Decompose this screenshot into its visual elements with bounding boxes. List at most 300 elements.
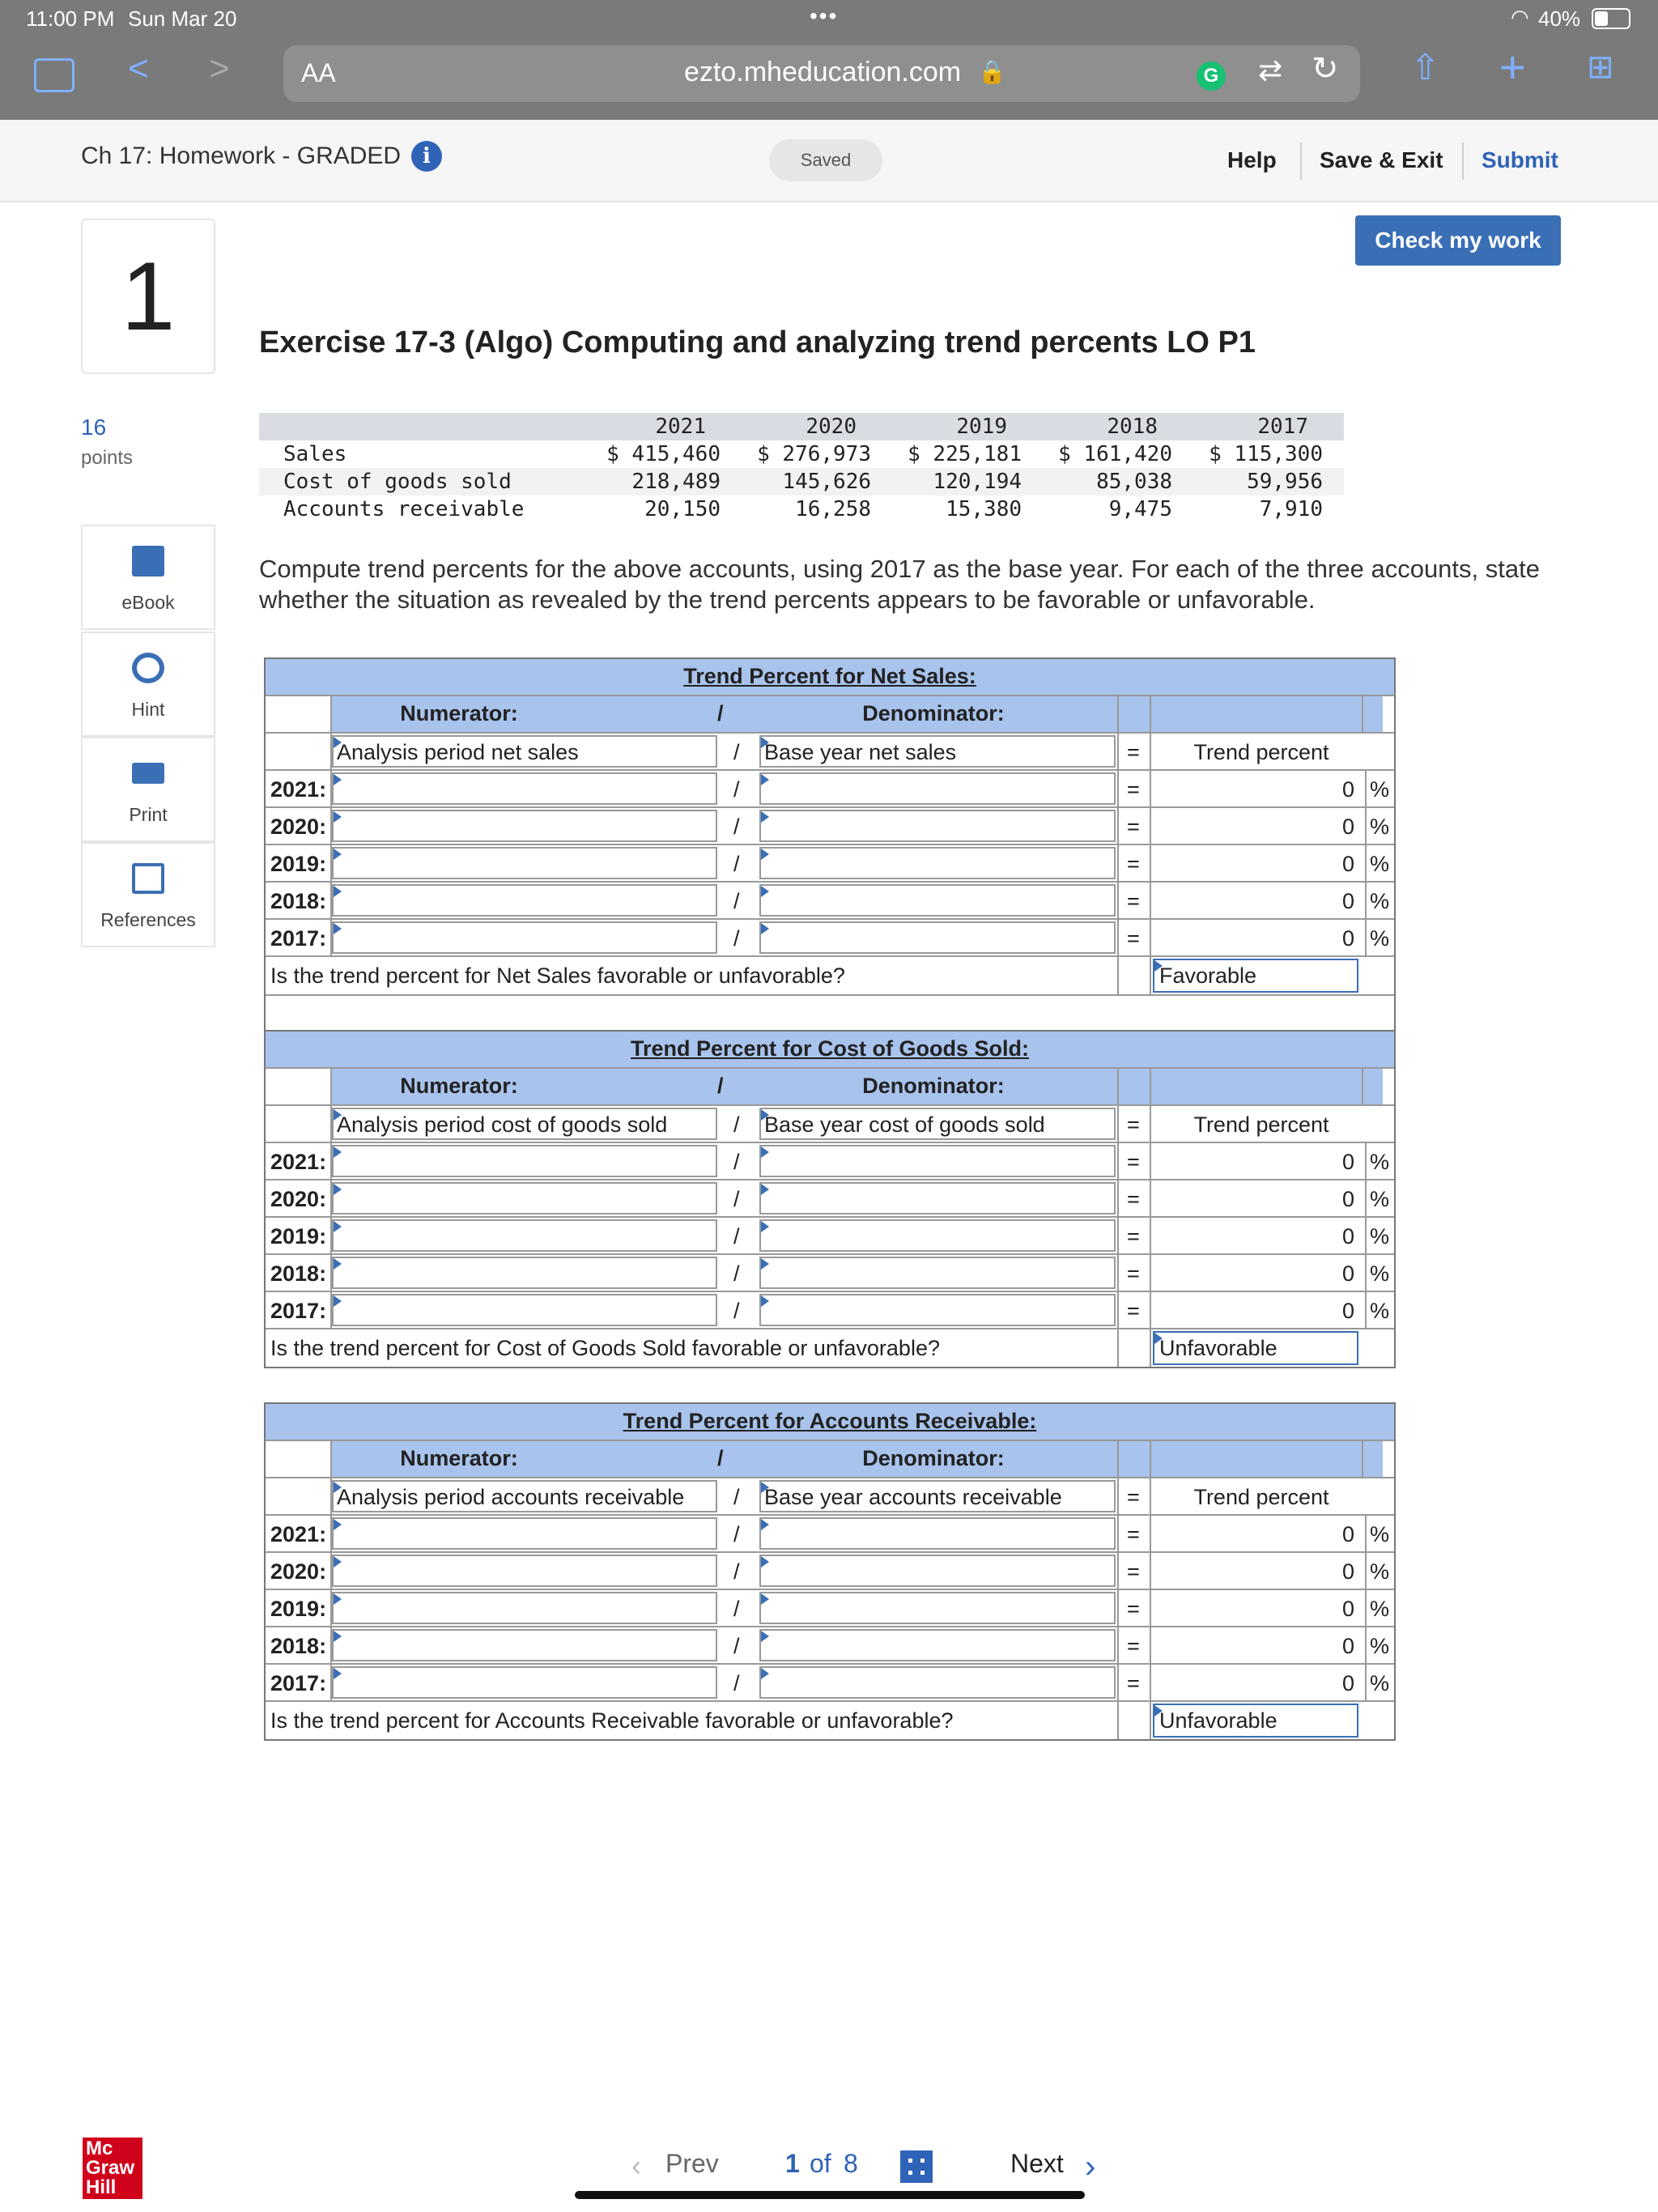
exercise-title: Exercise 17-3 (Algo) Computing and analyzing trend percents LO P1 <box>259 325 1256 359</box>
numerator-input[interactable] <box>332 1145 717 1177</box>
year-label: 2020: <box>270 1187 327 1211</box>
slash-header: / <box>717 701 724 725</box>
info-icon[interactable]: i <box>411 141 442 172</box>
denominator-input[interactable] <box>759 1219 1116 1252</box>
row-divider <box>266 1589 1394 1590</box>
col-divider <box>1365 1179 1367 1216</box>
col-divider <box>1365 1626 1367 1663</box>
numerator-input[interactable] <box>332 1182 717 1214</box>
slash: / <box>733 889 740 913</box>
input-marker <box>334 1295 342 1307</box>
points-value: 16 <box>81 415 107 440</box>
denominator-input[interactable] <box>759 1629 1116 1661</box>
printer-icon <box>132 763 164 784</box>
data-value: 16,258 <box>795 497 871 521</box>
denominator-input[interactable] <box>759 1517 1116 1550</box>
wifi-icon: ◠ <box>1511 5 1529 29</box>
input-marker <box>334 811 342 823</box>
numerator-header: Numerator: <box>400 1446 518 1470</box>
numerator-input[interactable] <box>332 1666 717 1699</box>
row-divider <box>266 1142 1394 1143</box>
year-label: 2018: <box>270 1261 327 1286</box>
submit-link[interactable]: Submit <box>1482 147 1558 172</box>
trend-percent-value: 0 <box>1342 1224 1355 1249</box>
trend-table-2 <box>264 1402 1396 1741</box>
row-divider <box>266 844 1394 845</box>
col-divider <box>330 695 332 955</box>
col-divider <box>1362 1067 1363 1104</box>
data-row-sales <box>259 440 1344 468</box>
denominator-input[interactable] <box>759 1257 1116 1289</box>
col-divider <box>1150 1440 1151 1739</box>
percent-sign: % <box>1370 1187 1390 1211</box>
row-divider <box>266 1700 1394 1702</box>
percent-sign: % <box>1370 1671 1390 1695</box>
home-indicator <box>575 2191 1085 2199</box>
equals: = <box>1127 1634 1140 1658</box>
input-marker <box>334 1593 342 1605</box>
prev-chevron-icon[interactable]: ‹ <box>631 2149 641 2182</box>
col-divider <box>1365 844 1367 881</box>
input-marker <box>1154 1705 1163 1716</box>
percent-sign: % <box>1370 1522 1390 1546</box>
slash-header: / <box>717 1074 724 1098</box>
slash: / <box>733 1522 740 1546</box>
denominator-input[interactable] <box>759 1145 1116 1177</box>
trend-percent-value: 0 <box>1342 1299 1355 1323</box>
data-row-cogs <box>259 468 1344 496</box>
data-value: 120,194 <box>933 470 1022 494</box>
slash: / <box>733 777 740 802</box>
slash: / <box>733 1150 740 1174</box>
data-value: 7,910 <box>1259 497 1323 521</box>
denominator-input[interactable] <box>759 1666 1116 1699</box>
trend-percent-value: 0 <box>1342 889 1355 913</box>
row-label: Cost of goods sold <box>283 470 512 494</box>
references-button[interactable] <box>81 842 215 947</box>
year-label: 2017: <box>270 1671 327 1695</box>
year-label: 2020: <box>270 815 327 839</box>
row-divider <box>266 806 1394 808</box>
col-divider <box>1365 1253 1367 1291</box>
page-of: of <box>810 2149 831 2178</box>
row-divider <box>266 1663 1394 1665</box>
col-divider <box>1362 695 1363 732</box>
row-divider <box>266 1104 1394 1106</box>
col-divider <box>330 1440 332 1700</box>
denominator-input[interactable] <box>759 1182 1116 1214</box>
page-total: 8 <box>844 2149 858 2178</box>
denominator-header: Denominator: <box>862 1074 1005 1098</box>
input-marker <box>761 1146 769 1158</box>
text-size-button[interactable]: AA <box>301 58 336 87</box>
year-label: 2019: <box>270 852 327 876</box>
data-value: $ 225,181 <box>908 442 1022 466</box>
input-marker <box>334 1184 342 1195</box>
year-label: 2020: <box>270 1559 327 1584</box>
equals: = <box>1127 852 1140 876</box>
input-marker <box>761 1221 769 1232</box>
numerator-input[interactable] <box>332 1592 717 1624</box>
col-divider <box>1150 1067 1151 1367</box>
favorability-question: Is the trend percent for Net Sales favorable or unfavorable? <box>270 963 845 988</box>
slash: / <box>733 740 740 764</box>
col-divider <box>1365 1514 1367 1551</box>
year-header: 2020 <box>806 415 857 439</box>
input-marker <box>334 1258 342 1270</box>
input-marker <box>761 774 769 785</box>
row-divider <box>266 1551 1394 1553</box>
equals: = <box>1127 1224 1140 1249</box>
percent-sign: % <box>1370 1559 1390 1584</box>
data-value: $ 276,973 <box>757 442 871 466</box>
hint-button[interactable] <box>81 632 215 737</box>
col-divider <box>1365 1663 1367 1700</box>
data-value: 59,956 <box>1247 470 1323 494</box>
share-icon[interactable]: ⇧ <box>1410 48 1440 87</box>
trend-percent-value: 0 <box>1342 1671 1355 1695</box>
col-divider <box>1365 1216 1367 1253</box>
slash: / <box>733 1224 740 1249</box>
instructions: Compute trend percents for the above accounts, using 2017 as the base year. For each of the three accounts, state whether the situation as revealed by the trend percents appears to be favorable or unfavorable. <box>259 555 1540 614</box>
favorability-select[interactable]: Favorable <box>1153 959 1358 993</box>
percent-sign: % <box>1370 1224 1390 1249</box>
row-label: Sales <box>283 442 347 466</box>
col-divider <box>1365 881 1367 918</box>
input-marker <box>334 774 342 785</box>
input-marker <box>761 1631 769 1642</box>
year-label: 2018: <box>270 1634 327 1658</box>
col-divider <box>1117 1440 1119 1739</box>
input-marker <box>761 1556 769 1568</box>
input-marker <box>334 1631 342 1642</box>
slash: / <box>733 815 740 839</box>
lock-icon: 🔒 <box>978 59 1006 84</box>
multitask-dots-icon[interactable]: ••• <box>810 3 839 28</box>
equals: = <box>1127 1522 1140 1546</box>
slash: / <box>733 1634 740 1658</box>
saved-status: Saved <box>769 139 882 181</box>
data-value: 145,626 <box>782 470 871 494</box>
row-divider <box>266 1253 1394 1255</box>
denominator-input[interactable] <box>759 847 1116 879</box>
numerator-input[interactable] <box>332 1257 717 1289</box>
slash: / <box>733 852 740 876</box>
row-divider <box>266 1328 1394 1329</box>
book-icon <box>132 546 164 576</box>
trend-percent-value: 0 <box>1342 1597 1355 1621</box>
year-header: 2017 <box>1257 415 1308 439</box>
data-row-ar <box>259 496 1344 523</box>
mcgraw-hill-logo: Mc Graw Hill <box>83 2138 142 2199</box>
input-marker <box>761 1593 769 1605</box>
data-value: 85,038 <box>1096 470 1172 494</box>
status-time: 11:00 PM <box>26 6 115 31</box>
denominator-input[interactable] <box>759 772 1116 805</box>
year-label: 2021: <box>270 777 327 802</box>
equals: = <box>1127 1299 1140 1323</box>
trend-percent-label: Trend percent <box>1193 1485 1329 1509</box>
data-value: 15,380 <box>946 497 1022 521</box>
denominator-label: Base year cost of goods sold <box>764 1112 1045 1137</box>
data-value: 218,489 <box>631 470 721 494</box>
favorability-select[interactable]: Unfavorable <box>1153 1331 1358 1365</box>
numerator-input[interactable] <box>332 1294 717 1326</box>
ebook-label: eBook <box>121 592 175 613</box>
page-current: 1 <box>785 2149 800 2178</box>
favorability-question: Is the trend percent for Accounts Receivable favorable or unfavorable? <box>270 1708 954 1733</box>
denominator-label: Base year accounts receivable <box>764 1485 1062 1509</box>
numerator-label: Analysis period net sales <box>337 740 579 764</box>
trend-percent-value: 0 <box>1342 815 1355 839</box>
equals: = <box>1127 1559 1140 1584</box>
question-grid-icon[interactable] <box>900 2150 933 2183</box>
percent-sign: % <box>1370 889 1390 913</box>
slash: / <box>733 926 740 951</box>
table-title: Trend Percent for Cost of Goods Sold: <box>630 1036 1030 1061</box>
denominator-header: Denominator: <box>862 1446 1005 1470</box>
slash: / <box>733 1671 740 1695</box>
data-value: 9,475 <box>1108 497 1172 521</box>
year-label: 2021: <box>270 1150 327 1174</box>
input-marker <box>761 811 769 823</box>
copy-icon <box>132 863 164 894</box>
trend-percent-value: 0 <box>1342 1150 1355 1174</box>
col-divider <box>1365 806 1367 844</box>
row-divider <box>266 1216 1394 1218</box>
input-marker <box>761 1184 769 1195</box>
numerator-label: Analysis period cost of goods sold <box>337 1112 668 1137</box>
numerator-input[interactable] <box>332 810 717 842</box>
input-marker <box>334 1221 342 1232</box>
equals: = <box>1127 1187 1140 1211</box>
row-divider <box>266 955 1394 957</box>
input-marker <box>761 1295 769 1307</box>
lifebuoy-icon <box>132 653 164 683</box>
equals: = <box>1127 926 1140 951</box>
year-label: 2019: <box>270 1597 327 1621</box>
equals: = <box>1127 1485 1140 1509</box>
forward-icon[interactable]: > <box>209 49 230 88</box>
row-divider <box>266 732 1394 734</box>
col-divider <box>1365 1551 1367 1589</box>
extension-icon[interactable]: ⇄ <box>1258 53 1283 87</box>
header-divider <box>1462 143 1464 180</box>
numerator-input[interactable] <box>332 772 717 805</box>
year-header: 2021 <box>655 415 706 439</box>
denominator-input[interactable] <box>759 810 1116 842</box>
numerator-input[interactable] <box>332 1517 717 1550</box>
help-link[interactable]: Help <box>1227 147 1277 172</box>
col-divider <box>1150 695 1151 994</box>
denominator-label: Base year net sales <box>764 740 957 764</box>
equals: = <box>1127 1261 1140 1286</box>
save-exit-link[interactable]: Save & Exit <box>1320 147 1443 172</box>
year-label: 2021: <box>270 1522 327 1546</box>
trend-percent-value: 0 <box>1342 852 1355 876</box>
trend-percent-value: 0 <box>1342 777 1355 802</box>
input-marker <box>761 1258 769 1270</box>
percent-sign: % <box>1370 1597 1390 1621</box>
hint-label: Hint <box>131 699 165 720</box>
slash: / <box>733 1597 740 1621</box>
slash: / <box>733 1112 740 1137</box>
col-divider <box>1117 1067 1119 1367</box>
battery-percent: 40% <box>1538 6 1581 31</box>
trend-percent-value: 0 <box>1342 1634 1355 1658</box>
input-marker <box>334 849 342 860</box>
percent-sign: % <box>1370 777 1390 802</box>
year-header: 2019 <box>956 415 1007 439</box>
new-tab-icon[interactable]: + <box>1499 41 1526 92</box>
favorability-select[interactable]: Unfavorable <box>1153 1704 1358 1738</box>
equals: = <box>1127 1671 1140 1695</box>
trend-percent-value: 0 <box>1342 1559 1355 1584</box>
grammarly-icon[interactable]: G <box>1197 62 1226 91</box>
equals: = <box>1127 1112 1140 1137</box>
percent-sign: % <box>1370 852 1390 876</box>
data-value: $ 115,300 <box>1209 442 1323 466</box>
trend-percent-value: 0 <box>1342 1187 1355 1211</box>
row-divider <box>266 1514 1394 1516</box>
col-divider <box>1365 1291 1367 1328</box>
percent-sign: % <box>1370 1299 1390 1323</box>
slash: / <box>733 1187 740 1211</box>
numerator-header: Numerator: <box>400 1074 518 1098</box>
row-divider <box>266 918 1394 920</box>
denominator-input[interactable] <box>759 921 1116 954</box>
trend-table-1 <box>264 1030 1396 1368</box>
table-title: Trend Percent for Accounts Receivable: <box>623 1409 1037 1433</box>
input-marker <box>761 886 769 897</box>
slash: / <box>733 1559 740 1584</box>
col-divider <box>1365 1589 1367 1626</box>
data-value: 20,150 <box>644 497 721 521</box>
ebook-button[interactable] <box>81 525 215 630</box>
status-bar <box>0 0 1658 39</box>
numerator-input[interactable] <box>332 884 717 917</box>
numerator-input[interactable] <box>332 1219 717 1252</box>
numerator-label: Analysis period accounts receivable <box>337 1485 685 1509</box>
input-marker <box>761 849 769 860</box>
assignment-title: Ch 17: Homework - GRADED <box>81 143 402 169</box>
slash: / <box>733 1261 740 1286</box>
slash-header: / <box>717 1446 724 1470</box>
row-label: Accounts receivable <box>283 497 525 521</box>
denominator-input[interactable] <box>759 1555 1116 1587</box>
next-chevron-icon[interactable]: › <box>1085 2149 1096 2184</box>
equals: = <box>1127 815 1140 839</box>
percent-sign: % <box>1370 815 1390 839</box>
row-divider <box>266 1179 1394 1180</box>
row-divider <box>266 769 1394 771</box>
denominator-input[interactable] <box>759 1592 1116 1624</box>
numerator-header: Numerator: <box>400 701 518 725</box>
year-header-row <box>259 413 1344 440</box>
table-title: Trend Percent for Net Sales: <box>683 664 976 688</box>
data-value: $ 161,420 <box>1058 442 1172 466</box>
year-label: 2017: <box>270 1299 327 1323</box>
denominator-header: Denominator: <box>862 701 1005 725</box>
trend-percent-value: 0 <box>1342 926 1355 951</box>
input-marker <box>334 1519 342 1530</box>
prev-button[interactable]: Prev <box>665 2149 719 2178</box>
sidebar-toggle-icon[interactable] <box>34 58 74 92</box>
input-marker <box>761 923 769 934</box>
trend-percent-label: Trend percent <box>1193 740 1329 764</box>
row-divider <box>266 1626 1394 1627</box>
input-marker <box>334 1556 342 1568</box>
percent-sign: % <box>1370 926 1390 951</box>
equals: = <box>1127 889 1140 913</box>
print-label: Print <box>129 804 168 825</box>
input-marker <box>334 923 342 934</box>
trend-percent-value: 0 <box>1342 1522 1355 1546</box>
url-text: ezto.mheducation.com <box>684 57 962 87</box>
year-header: 2018 <box>1107 415 1158 439</box>
equals: = <box>1127 1597 1140 1621</box>
favorability-question: Is the trend percent for Cost of Goods Sold favorable or unfavorable? <box>270 1336 940 1360</box>
input-marker <box>761 1519 769 1530</box>
col-divider <box>1117 695 1119 994</box>
denominator-input[interactable] <box>759 884 1116 917</box>
tabs-overview-icon[interactable]: ⊞ <box>1587 49 1614 85</box>
percent-sign: % <box>1370 1261 1390 1286</box>
equals: = <box>1127 740 1140 764</box>
slash: / <box>733 1299 740 1323</box>
trend-table-0 <box>264 657 1396 1032</box>
input-marker <box>761 1668 769 1679</box>
denominator-input[interactable] <box>759 1294 1116 1326</box>
trend-percent-label: Trend percent <box>1193 1112 1329 1137</box>
row-divider <box>266 1477 1394 1478</box>
input-marker <box>334 1146 342 1158</box>
check-my-work-button[interactable]: Check my work <box>1355 215 1561 266</box>
print-button[interactable] <box>81 737 215 842</box>
row-divider <box>266 881 1394 883</box>
numerator-input[interactable] <box>332 921 717 954</box>
references-label: References <box>100 909 196 930</box>
year-label: 2019: <box>270 1224 327 1249</box>
status-date: Sun Mar 20 <box>128 6 237 31</box>
col-divider <box>1365 918 1367 955</box>
input-marker <box>334 886 342 897</box>
reload-icon[interactable]: ↻ <box>1312 51 1339 87</box>
question-number: 1 <box>81 219 215 374</box>
row-divider <box>266 994 1394 996</box>
input-marker <box>1154 1333 1163 1344</box>
numerator-input[interactable] <box>332 847 717 879</box>
year-label: 2018: <box>270 889 327 913</box>
data-value: $ 415,460 <box>606 442 721 466</box>
header-divider <box>1300 143 1302 180</box>
numerator-input[interactable] <box>332 1629 717 1661</box>
equals: = <box>1127 1150 1140 1174</box>
trend-percent-value: 0 <box>1342 1261 1355 1286</box>
input-marker <box>1154 960 1163 972</box>
col-divider <box>330 1067 332 1328</box>
back-icon[interactable]: < <box>128 49 149 88</box>
percent-sign: % <box>1370 1634 1390 1658</box>
col-divider <box>1365 1142 1367 1179</box>
numerator-input[interactable] <box>332 1555 717 1587</box>
battery-level <box>1595 11 1608 26</box>
equals: = <box>1127 777 1140 802</box>
points-label: points <box>81 447 134 469</box>
input-marker <box>334 1668 342 1679</box>
next-button[interactable]: Next <box>1010 2149 1064 2178</box>
col-divider <box>1362 1440 1363 1477</box>
